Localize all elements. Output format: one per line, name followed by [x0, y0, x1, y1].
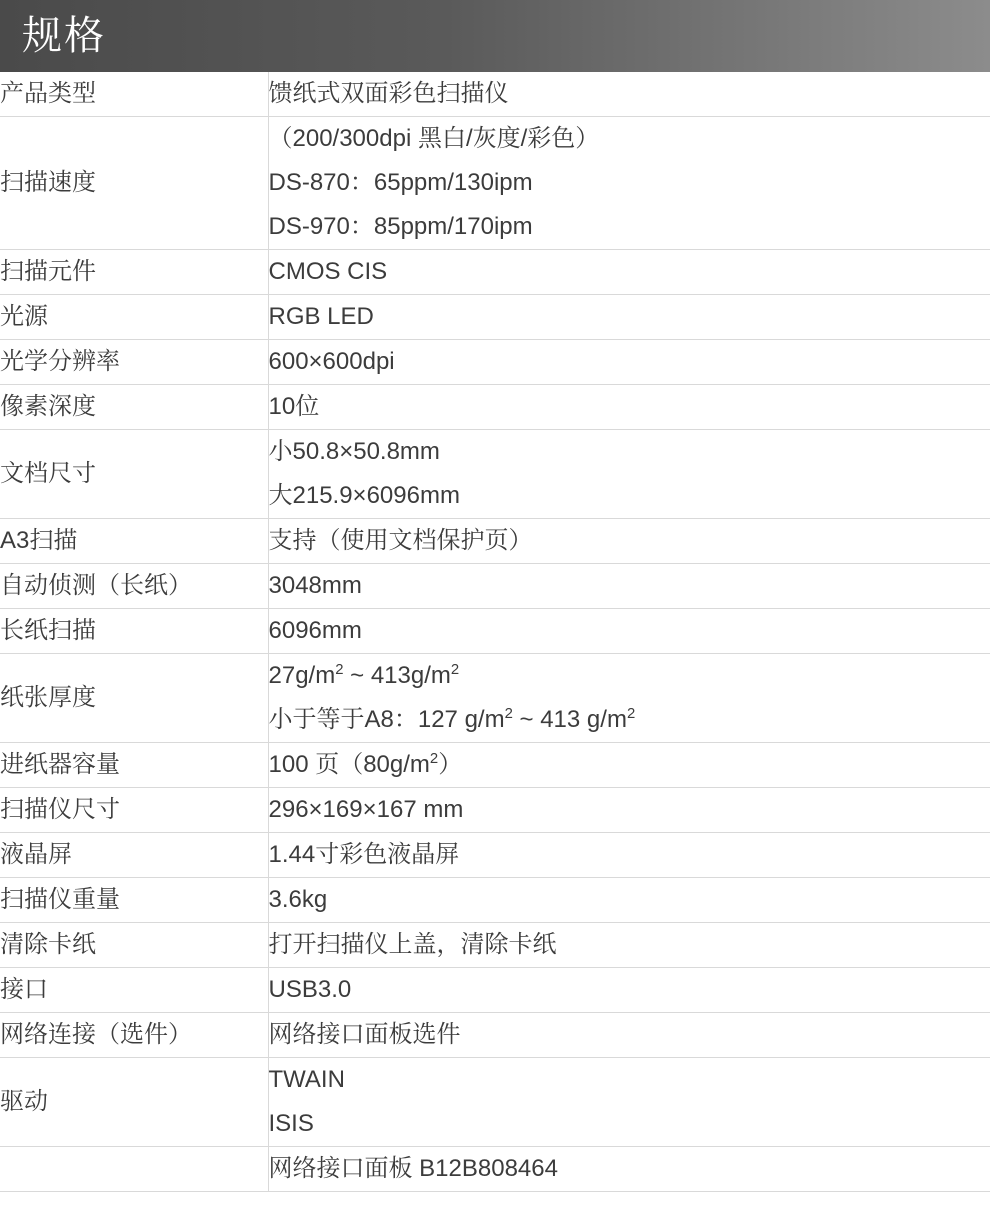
spec-key — [0, 1147, 268, 1192]
table-row — [0, 788, 990, 833]
spec-value — [268, 788, 990, 833]
spec-key: 扫描速度 — [0, 117, 268, 250]
spec-key: 驱动 — [0, 1058, 268, 1147]
spec-key: 网络连接（选件） — [0, 1013, 268, 1058]
spec-value-line: 小于等于A8：127 $g/m^2$ ~ 413 $g/m^2$ — [268, 706, 636, 733]
spec-value — [268, 564, 990, 609]
section-header — [0, 0, 990, 72]
spec-value — [268, 878, 990, 923]
spec-value — [268, 1147, 990, 1192]
table-row — [0, 923, 990, 968]
spec-key: 进纸器容量 — [0, 743, 268, 788]
spec-key: 接口 — [0, 968, 268, 1013]
spec-value-line: 296×169×167 mm — [268, 796, 464, 823]
table-row — [0, 743, 990, 788]
spec-value-line: CMOS CIS — [268, 258, 388, 285]
spec-value-line: 600×600dpi — [268, 348, 395, 375]
spec-value — [268, 430, 990, 519]
spec-key: 光学分辨率 — [0, 340, 268, 385]
spec-value — [268, 923, 990, 968]
table-row — [0, 1013, 990, 1058]
spec-key: A3扫描 — [0, 519, 268, 564]
table-row — [0, 72, 990, 117]
spec-value — [268, 295, 990, 340]
spec-value-line: 支持（使用文档保护页） — [268, 527, 533, 554]
spec-value-line: 3048mm — [268, 572, 362, 599]
table-row — [0, 564, 990, 609]
spec-key: 扫描元件 — [0, 250, 268, 295]
spec-value-line: ISIS — [268, 1110, 314, 1137]
spec-value-line: $27g/m^2$ ~ $413g/m^2$ — [268, 662, 460, 689]
spec-key: 文档尺寸 — [0, 430, 268, 519]
spec-value — [268, 519, 990, 564]
spec-value-line: 小50.8×50.8mm — [268, 438, 440, 465]
specifications-table — [0, 72, 990, 1192]
spec-value-line: USB3.0 — [268, 976, 352, 1003]
table-row — [0, 1147, 990, 1192]
table-row — [0, 878, 990, 923]
spec-value — [268, 609, 990, 654]
spec-value-line: 1.44寸彩色液晶屏 — [268, 841, 460, 868]
spec-key: 长纸扫描 — [0, 609, 268, 654]
spec-value — [268, 340, 990, 385]
spec-value-line: 10位 — [268, 393, 320, 420]
spec-value-line: 网络接口面板选件 — [268, 1021, 461, 1048]
spec-key: 清除卡纸 — [0, 923, 268, 968]
table-body — [0, 72, 990, 1192]
spec-key: 自动侦测（长纸） — [0, 564, 268, 609]
spec-value-line: TWAIN — [268, 1066, 345, 1093]
table-row — [0, 833, 990, 878]
page-title: 规格 — [22, 14, 106, 58]
spec-key: 纸张厚度 — [0, 654, 268, 743]
spec-value — [268, 968, 990, 1013]
spec-value-line: 大215.9×6096mm — [268, 482, 460, 509]
spec-key: 扫描仪尺寸 — [0, 788, 268, 833]
spec-key: 产品类型 — [0, 72, 268, 117]
table-row — [0, 654, 990, 743]
table-row — [0, 968, 990, 1013]
spec-value — [268, 385, 990, 430]
spec-value-line: 馈纸式双面彩色扫描仪 — [268, 80, 509, 107]
spec-value-line: （200/300dpi 黑白/灰度/彩色） — [268, 125, 600, 152]
spec-value — [268, 833, 990, 878]
spec-key: 液晶屏 — [0, 833, 268, 878]
table-row — [0, 117, 990, 250]
table-row — [0, 385, 990, 430]
spec-value — [268, 1013, 990, 1058]
table-row — [0, 250, 990, 295]
spec-value — [268, 743, 990, 788]
spec-value-line: DS-870：65ppm/130ipm — [268, 169, 533, 196]
spec-value — [268, 1058, 990, 1147]
table-row — [0, 295, 990, 340]
spec-value — [268, 654, 990, 743]
spec-value-line: 打开扫描仪上盖，清除卡纸 — [268, 931, 557, 958]
spec-value-line: 网络接口面板 B12B808464 — [268, 1155, 558, 1182]
spec-value-line: DS-970：85ppm/170ipm — [268, 213, 533, 240]
spec-value — [268, 117, 990, 250]
table-row — [0, 519, 990, 564]
spec-value — [268, 72, 990, 117]
table-row — [0, 340, 990, 385]
spec-value — [268, 250, 990, 295]
spec-value-line: RGB LED — [268, 303, 374, 330]
spec-key: 扫描仪重量 — [0, 878, 268, 923]
table-row — [0, 430, 990, 519]
spec-value-line: 100 页$(80g/m^2)$ — [268, 751, 463, 778]
table-row — [0, 1058, 990, 1147]
spec-value-line: 6096mm — [268, 617, 362, 644]
spec-value-line: 3.6kg — [268, 886, 328, 913]
table-row — [0, 609, 990, 654]
spec-key: 光源 — [0, 295, 268, 340]
spec-key: 像素深度 — [0, 385, 268, 430]
